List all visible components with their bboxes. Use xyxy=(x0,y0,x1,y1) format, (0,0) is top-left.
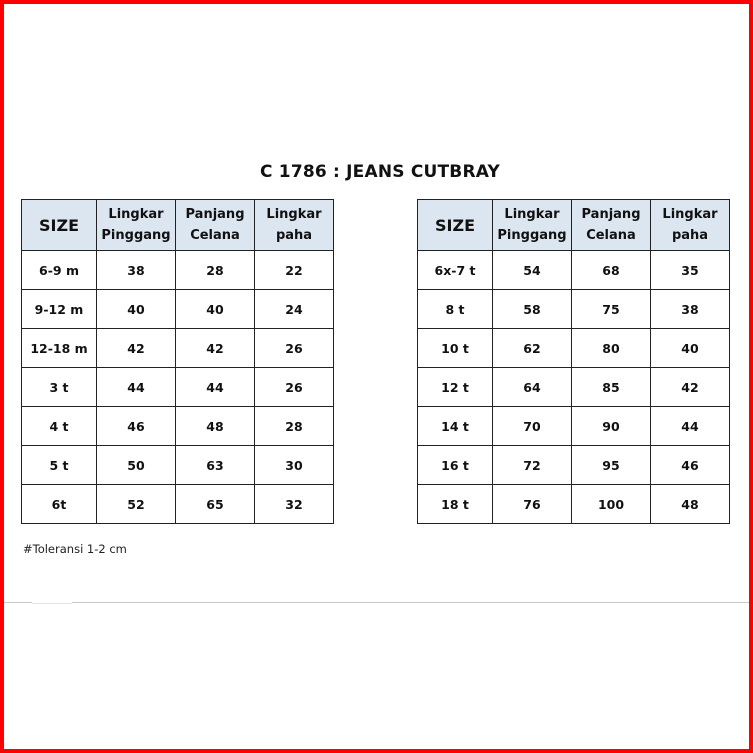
cell-length: 68 xyxy=(572,251,651,290)
cell-length: 95 xyxy=(572,446,651,485)
cell-thigh: 26 xyxy=(255,329,334,368)
cell-length: 44 xyxy=(176,368,255,407)
cell-size: 12 t xyxy=(418,368,493,407)
cell-length: 42 xyxy=(176,329,255,368)
cell-size: 6t xyxy=(22,485,97,524)
header-size: SIZE xyxy=(418,200,493,251)
cell-size: 9-12 m xyxy=(22,290,97,329)
cell-size: 12-18 m xyxy=(22,329,97,368)
cell-size: 10 t xyxy=(418,329,493,368)
header-waist: Lingkar Pinggang xyxy=(97,200,176,251)
cell-thigh: 24 xyxy=(255,290,334,329)
size-table-right xyxy=(417,199,730,524)
cell-size: 16 t xyxy=(418,446,493,485)
cell-waist: 58 xyxy=(493,290,572,329)
size-table-left xyxy=(21,199,334,524)
table-row xyxy=(418,368,730,407)
divider-line xyxy=(4,602,32,603)
cell-thigh: 35 xyxy=(651,251,730,290)
cell-length: 48 xyxy=(176,407,255,446)
cell-size: 6-9 m xyxy=(22,251,97,290)
table-row xyxy=(418,251,730,290)
cell-waist: 54 xyxy=(493,251,572,290)
cell-length: 80 xyxy=(572,329,651,368)
cell-length: 40 xyxy=(176,290,255,329)
header-thigh: Lingkar paha xyxy=(651,200,730,251)
table-row xyxy=(22,446,334,485)
cell-waist: 38 xyxy=(97,251,176,290)
cell-waist: 50 xyxy=(97,446,176,485)
cell-thigh: 32 xyxy=(255,485,334,524)
header-size: SIZE xyxy=(22,200,97,251)
table-row xyxy=(418,407,730,446)
divider-line xyxy=(32,603,72,604)
cell-waist: 52 xyxy=(97,485,176,524)
table-row xyxy=(418,329,730,368)
cell-size: 6x-7 t xyxy=(418,251,493,290)
table-row xyxy=(22,368,334,407)
cell-length: 65 xyxy=(176,485,255,524)
cell-length: 63 xyxy=(176,446,255,485)
cell-length: 100 xyxy=(572,485,651,524)
table-row xyxy=(22,485,334,524)
header-length: Panjang Celana xyxy=(572,200,651,251)
header-length: Panjang Celana xyxy=(176,200,255,251)
table-row xyxy=(418,290,730,329)
cell-length: 90 xyxy=(572,407,651,446)
page-title: C 1786 : JEANS CUTBRAY xyxy=(260,162,500,182)
cell-thigh: 46 xyxy=(651,446,730,485)
cell-size: 3 t xyxy=(22,368,97,407)
cell-size: 14 t xyxy=(418,407,493,446)
table-row xyxy=(418,485,730,524)
cell-thigh: 38 xyxy=(651,290,730,329)
cell-size: 18 t xyxy=(418,485,493,524)
cell-length: 85 xyxy=(572,368,651,407)
divider-line xyxy=(72,602,749,603)
table-header-row xyxy=(418,200,730,251)
cell-size: 8 t xyxy=(418,290,493,329)
cell-waist: 72 xyxy=(493,446,572,485)
header-waist: Lingkar Pinggang xyxy=(493,200,572,251)
table-row xyxy=(22,329,334,368)
table-row xyxy=(22,407,334,446)
cell-thigh: 44 xyxy=(651,407,730,446)
cell-waist: 40 xyxy=(97,290,176,329)
cell-waist: 76 xyxy=(493,485,572,524)
table-row xyxy=(418,446,730,485)
tolerance-note: #Toleransi 1-2 cm xyxy=(23,542,127,556)
table-row xyxy=(22,251,334,290)
cell-thigh: 22 xyxy=(255,251,334,290)
cell-thigh: 48 xyxy=(651,485,730,524)
cell-thigh: 28 xyxy=(255,407,334,446)
cell-thigh: 42 xyxy=(651,368,730,407)
cell-length: 28 xyxy=(176,251,255,290)
cell-size: 4 t xyxy=(22,407,97,446)
cell-size: 5 t xyxy=(22,446,97,485)
cell-waist: 46 xyxy=(97,407,176,446)
cell-waist: 64 xyxy=(493,368,572,407)
cell-thigh: 26 xyxy=(255,368,334,407)
cell-thigh: 30 xyxy=(255,446,334,485)
cell-waist: 70 xyxy=(493,407,572,446)
cell-thigh: 40 xyxy=(651,329,730,368)
cell-waist: 44 xyxy=(97,368,176,407)
cell-waist: 42 xyxy=(97,329,176,368)
table-header-row xyxy=(22,200,334,251)
cell-length: 75 xyxy=(572,290,651,329)
cell-waist: 62 xyxy=(493,329,572,368)
header-thigh: Lingkar paha xyxy=(255,200,334,251)
table-row xyxy=(22,290,334,329)
